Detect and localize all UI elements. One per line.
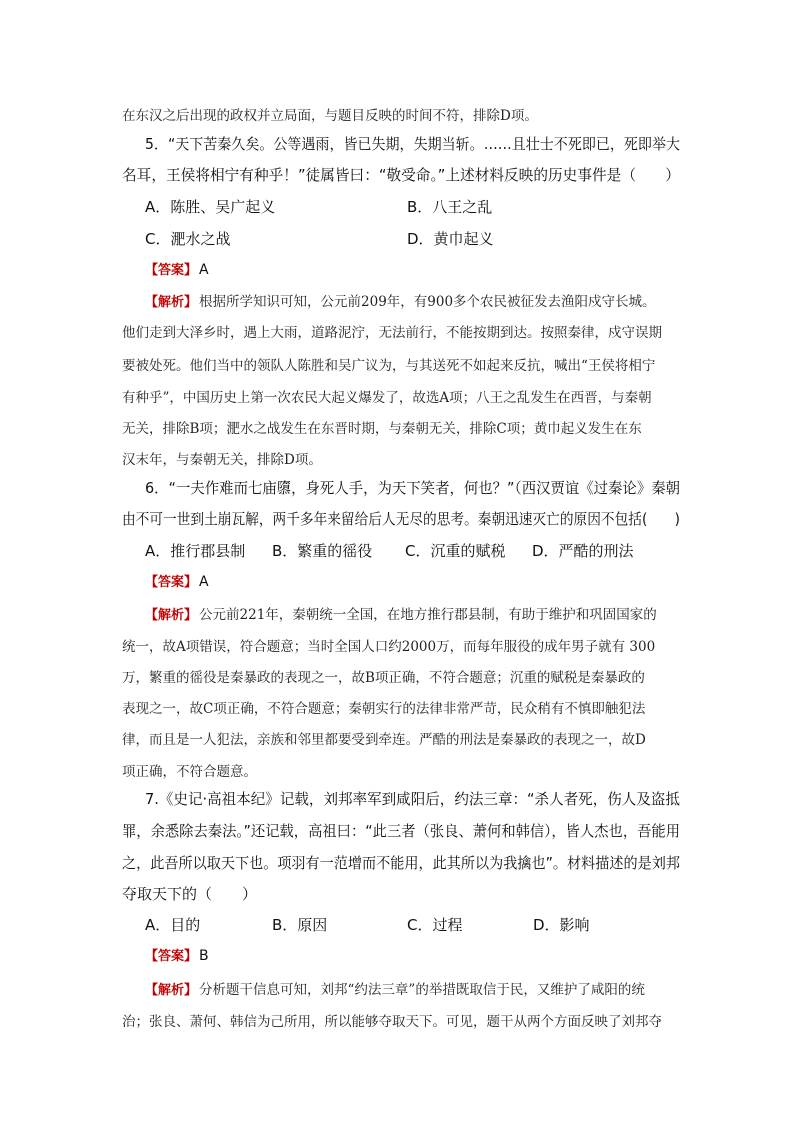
- analysis-tag: 【解析】: [145, 295, 198, 310]
- answer-tag: 【答案】: [145, 575, 198, 590]
- q5-analysis-line-6: 汉末年，与秦朝无关，排除D项。: [122, 452, 322, 468]
- q6-answer: [145, 571, 209, 591]
- q5-stem-line-1: 5．“天下苦秦久矣。公等遇雨，皆已失期，失期当斩。……且壮士不死即已，死即举大: [145, 135, 681, 153]
- q7-analysis-line-1: 【解析】 分析题干信息可知，刘邦“约法三章”的举措既取信于民，又维护了咸阳的统: [145, 982, 645, 998]
- q6-analysis-line-1: 【解析】 公元前221年，秦朝统一全国，在地方推行郡县制，有助于维护和巩固国家的: [145, 607, 657, 623]
- q6-option-b: B．繁重的徭役: [272, 542, 373, 560]
- q6-analysis-line-5: 律，而且是一人犯法，亲族和邻里都要受到牵连。严酷的刑法是秦暴政的表现之一，故D: [122, 732, 646, 748]
- q5-analysis-line-2: 他们走到大泽乡时，遇上大雨，道路泥泞，无法前行，不能按期到达。按照秦律，戍守误期: [122, 325, 662, 341]
- q6-option-d: D．严酷的刑法: [532, 542, 634, 560]
- q5-option-c: C．淝水之战: [145, 230, 231, 248]
- analysis-tag: 【解析】: [145, 608, 198, 623]
- answer-tag: 【答案】: [145, 949, 198, 964]
- q6-analysis-line-3: 万，繁重的徭役是秦暴政的表现之一，故B项正确，不符合题意；沉重的赋税是秦暴政的: [122, 670, 645, 686]
- answer-value: B: [199, 948, 209, 964]
- analysis-tag: 【解析】: [145, 983, 198, 998]
- q7-option-d: D．影响: [533, 916, 590, 934]
- q7-answer: [145, 945, 209, 965]
- q7-stem-line-4: 夺取天下的（ ）: [122, 885, 258, 903]
- q7-stem-line-3: 之，此吾所以取天下也。项羽有一范增而不能用，此其所以为我擒也”。材料描述的是刘邦: [122, 854, 680, 872]
- q5-option-a: A．陈胜、吴广起义: [145, 198, 276, 216]
- q6-option-a: A．推行郡县制: [145, 542, 246, 560]
- q6-stem-line-1: 6．“一夫作难而七庙隳，身死人手，为天下笑者，何也？”（西汉贾谊《过秦论》秦朝: [145, 479, 681, 497]
- intro-text: 在东汉之后出现的政权并立局面，与题目反映的时间不符，排除D项。: [122, 108, 538, 124]
- q5-analysis-line-4: 有种乎”，中国历史上第一次农民大起义爆发了，故选A项；八王之乱发生在西晋，与秦朝: [122, 390, 652, 406]
- q6-analysis-line-4: 表现之一，故C项正确，不符合题意；秦朝实行的法律非常严苛，民众稍有不慎即触犯法: [122, 701, 646, 717]
- q7-option-a: A．目的: [145, 916, 201, 934]
- answer-value: A: [199, 574, 209, 590]
- answer-tag: 【答案】: [145, 263, 198, 278]
- q5-option-d: D．黄巾起义: [407, 230, 494, 248]
- q7-stem-line-1: 7.《史记·高祖本纪》记载，刘邦率军到咸阳后，约法三章：“杀人者死，伤人及盗抵: [145, 790, 680, 808]
- q5-analysis-line-1: 【解析】 根据所学知识可知，公元前209年，有900多个农民被征发去渔阳戍守长城。: [145, 294, 656, 310]
- q5-analysis-line-3: 要被处死。他们当中的领队人陈胜和吴广议为，与其送死不如起来反抗，喊出“王侯将相宁: [122, 358, 656, 374]
- q7-option-c: C．过程: [407, 916, 463, 934]
- q7-stem-line-2: 罪，余悉除去秦法。”还记载，高祖曰：“此三者（张良、萧何和韩信），皆人杰也，吾能用: [122, 822, 681, 840]
- q5-analysis-line-5: 无关，排除B项；淝水之战发生在东晋时期，与秦朝无关，排除C项；黄巾起义发生在东: [122, 421, 642, 437]
- q5-answer: [145, 259, 209, 279]
- q5-option-b: B．八王之乱: [407, 198, 493, 216]
- q6-option-c: C．沉重的赋税: [405, 542, 506, 560]
- q7-analysis-line-2: 治；张良、萧何、韩信为己所用，所以能够夺取天下。可见，题干从两个方面反映了刘邦夺: [122, 1014, 662, 1030]
- q5-stem-line-2: 名耳，王侯将相宁有种乎！”徒属皆曰：“敬受命。”上述材料反映的历史事件是（ ）: [122, 166, 680, 184]
- q6-stem-line-2: 由不可一世到土崩瓦解，两千多年来留给后人无尽的思考。秦朝迅速灭亡的原因不包括( ): [122, 510, 681, 528]
- q6-analysis-line-2: 统一，故A项错误，符合题意；当时全国人口约2000万，而每年服役的成年男子就有 300: [122, 639, 656, 655]
- q7-option-b: B．原因: [272, 916, 328, 934]
- answer-value: A: [199, 262, 209, 278]
- q6-analysis-line-6: 项正确，不符合题意。: [122, 764, 257, 780]
